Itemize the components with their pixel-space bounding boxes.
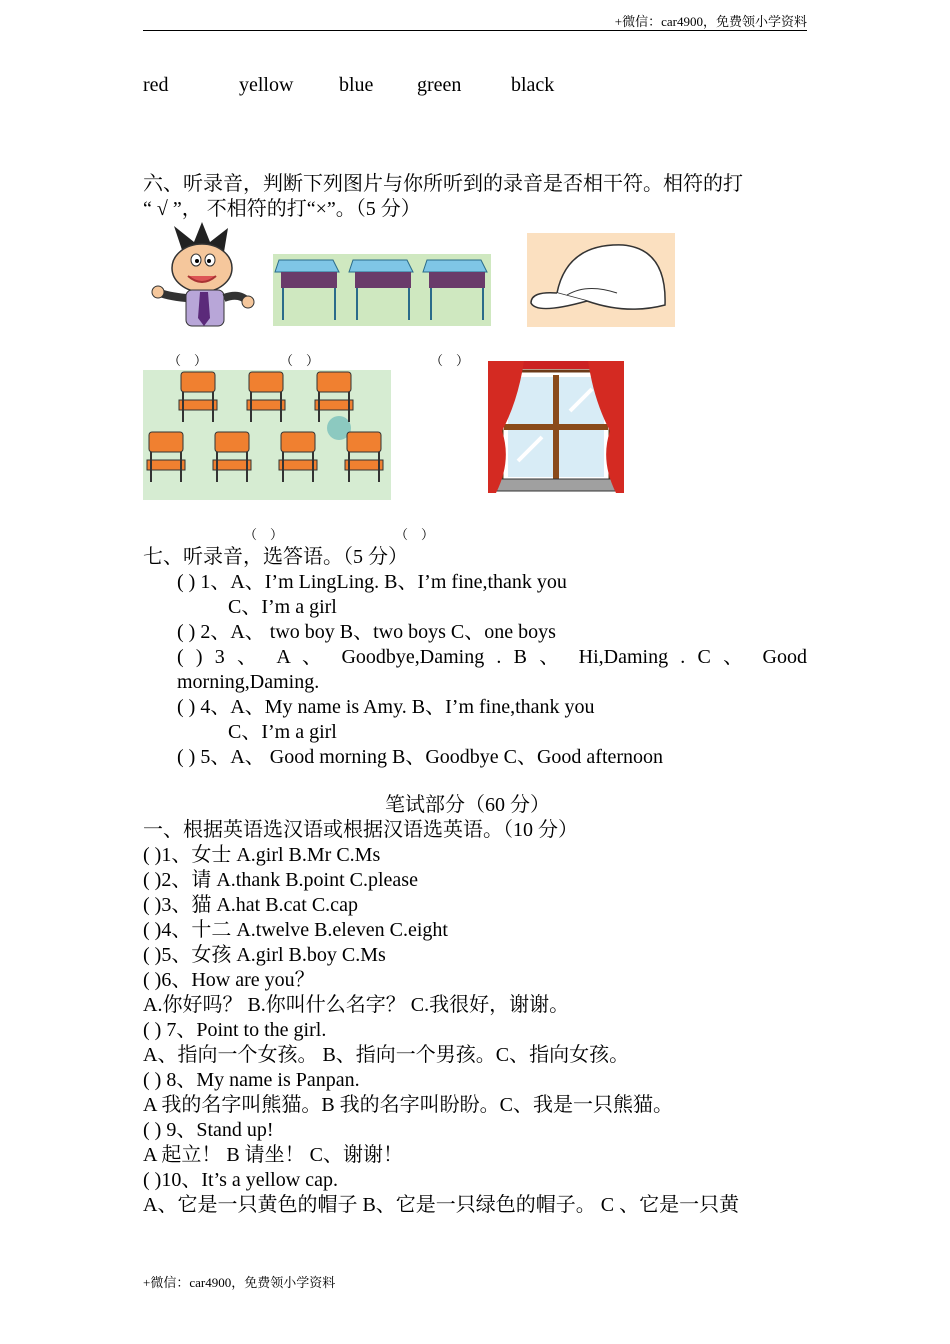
written-line: A、指向一个女孩。 B、指向一个男孩。C、指向女孩。	[143, 1044, 630, 1066]
answer-bracket-3[interactable]: （ ）	[430, 353, 470, 368]
written-line: A.你好吗？ B.你叫什么名字？ C.我很好，谢谢。	[143, 994, 570, 1016]
written-line: A 起立！ B 请坐！ C、谢谢！	[143, 1144, 404, 1166]
written-line: A 我的名字叫熊猫。B 我的名字叫盼盼。C、我是一只熊猫。	[143, 1094, 674, 1116]
written-line: ( )2、请 A.thank B.point C.please	[143, 869, 418, 891]
color-word-green: green	[417, 74, 462, 96]
section6-title-line1: 六、听录音，判断下列图片与你所听到的录音是否相干符。相符的打	[143, 173, 743, 195]
written-line: ( )1、女士 A.girl B.Mr C.Ms	[143, 844, 381, 866]
section7-q3-cont: morning,Daming.	[177, 671, 320, 693]
written-line: ( )4、十二 A.twelve B.eleven C.eight	[143, 919, 448, 941]
color-word-yellow: yellow	[239, 74, 294, 96]
section7-q1: ( ) 1、A、I’m LingLing. B、I’m fine,thank you	[177, 571, 567, 593]
written-sec1-title: 一、根据英语选汉语或根据汉语选英语。（10 分）	[143, 819, 578, 841]
written-line: ( )3、猫 A.hat B.cat C.cap	[143, 894, 358, 916]
color-word-black: black	[511, 74, 555, 96]
color-word-blue: blue	[339, 74, 374, 96]
boy-picture	[152, 222, 252, 328]
cap-picture	[527, 233, 675, 327]
section7-q5: ( ) 5、A、 Good morning B、Goodbye C、Good afternoon	[177, 746, 664, 768]
section7-title: 七、听录音，选答语。（5 分）	[143, 546, 408, 568]
footer-note: +微信：car4900，免费领小学资料	[143, 1275, 336, 1290]
written-line: A、它是一只黄色的帽子 B、它是一只绿色的帽子。 C 、它是一只黄	[143, 1194, 740, 1216]
section7-q4: ( ) 4、A、My name is Amy. B、I’m fine,thank you	[177, 696, 595, 718]
written-line: ( ) 7、Point to the girl.	[143, 1019, 327, 1041]
section7-q3: ( ) 3 、 A 、 Goodbye,Daming . B 、 Hi,Daming . C 、 Good	[177, 646, 807, 668]
answer-bracket-4[interactable]: （ ）	[244, 527, 284, 542]
written-line: ( ) 9、Stand up!	[143, 1119, 274, 1141]
header-note: +微信：car4900，免费领小学资料	[614, 14, 807, 29]
section7-q1-option-c: C、I’m a girl	[228, 596, 337, 618]
window-picture	[488, 361, 624, 495]
section7-q4-option-c: C、I’m a girl	[228, 721, 337, 743]
desks-picture	[273, 254, 491, 326]
color-word-red: red	[143, 74, 169, 96]
answer-bracket-2[interactable]: （ ）	[280, 353, 320, 368]
answer-bracket-1[interactable]: （ ）	[168, 353, 208, 368]
header-rule	[143, 30, 807, 31]
section6-title-line2: “ √ ”， 不相符的打“×”。（5 分）	[143, 198, 421, 220]
answer-bracket-5[interactable]: （ ）	[395, 527, 435, 542]
written-line: ( )10、It’s a yellow cap.	[143, 1169, 338, 1191]
written-line: ( )5、女孩 A.girl B.boy C.Ms	[143, 944, 386, 966]
written-line: ( )6、How are you？	[143, 969, 315, 991]
chairs-picture	[143, 370, 391, 500]
written-part-title: 笔试部分（60 分）	[385, 794, 550, 816]
section7-q2: ( ) 2、A、 two boy B、two boys C、one boys	[177, 621, 556, 643]
written-line: ( ) 8、My name is Panpan.	[143, 1069, 360, 1091]
